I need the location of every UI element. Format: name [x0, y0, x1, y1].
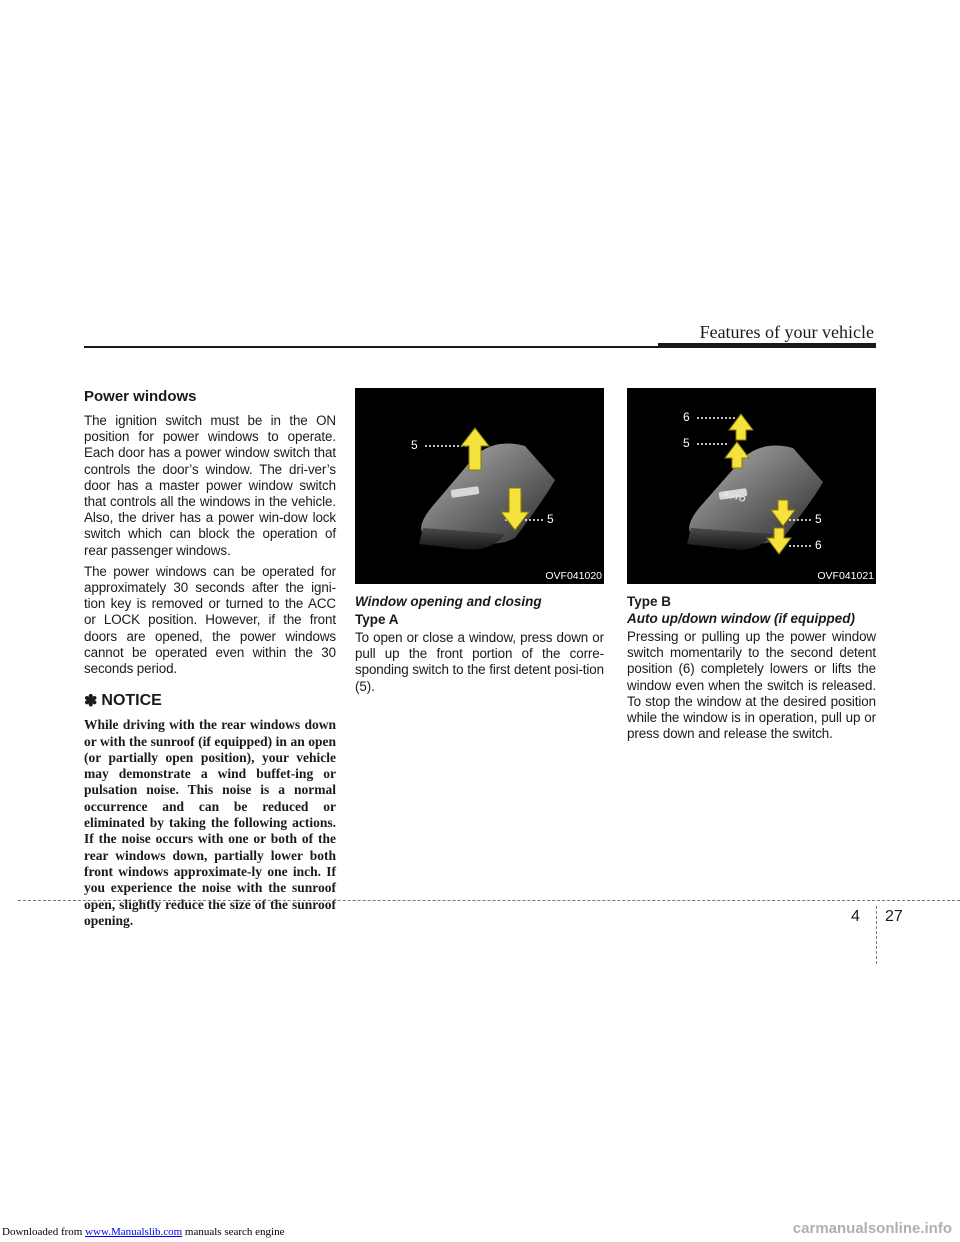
figure-code: OVF041021 — [817, 570, 874, 582]
notice-heading — [84, 691, 336, 711]
type-label-b: Type B — [627, 594, 672, 609]
window-switch-illustration-a — [355, 388, 604, 584]
download-line — [2, 1226, 284, 1238]
callout-up1-label: 5 — [683, 436, 690, 450]
callout-up-label: 5 — [411, 438, 418, 452]
chapter-number: 4 — [851, 908, 860, 925]
column-type-a — [355, 388, 604, 695]
download-suffix: manuals search engine — [182, 1226, 285, 1238]
window-switch-illustration-b — [627, 388, 876, 584]
callout-down-label: 5 — [547, 512, 554, 526]
figure-type-b — [627, 388, 876, 588]
manualslib-link[interactable]: www.Manualslib.com — [85, 1226, 183, 1238]
subheading-opening-closing: Window opening and closing — [355, 594, 542, 609]
column-power-windows — [84, 388, 336, 929]
header-title: Features of your vehicle — [699, 322, 874, 342]
paragraph-timing: The power windows can be operated for approximately 30 seconds after the igni-tion key is removed or turned to the ACC or LOCK position. However, if the front doors are opened, the power windows cannot be operated even within the 30 seconds period. — [84, 563, 336, 677]
column-type-b — [627, 388, 876, 742]
notice-label: NOTICE — [101, 692, 162, 710]
figure-image-type-a — [355, 388, 604, 584]
arrow-up-second-detent-icon — [729, 414, 753, 440]
footer-dashed-divider — [876, 906, 877, 964]
download-prefix: Downloaded from — [2, 1226, 83, 1238]
paragraph-type-a: To open or close a window, press down or pull up the front portion of the corre-sponding switch to the first detent posi-tion (5). — [355, 630, 604, 694]
page-number: 27 — [885, 908, 903, 925]
callout-up2-label: 6 — [683, 410, 690, 424]
callout-down1-label: 5 — [815, 512, 822, 526]
paragraph-intro: The ignition switch must be in the ON position for power windows to operate. Each door has a power window switch that controls the door’s window. The dri-ver’s door has a master power window switch that controls all the windows in the vehicle. Also, the driver has a power win-dow lock switch which can block the operation of rear passenger windows. — [84, 413, 336, 558]
figure-code: OVF041020 — [545, 570, 602, 582]
watermark: carmanualsonline.info — [792, 1220, 952, 1237]
subheading-auto-updown: Auto up/down window (if equipped) — [627, 611, 855, 626]
callout-down2-label: 6 — [815, 538, 822, 552]
notice-icon: ✽ — [84, 693, 98, 711]
footer-dashed-rule — [18, 900, 960, 901]
auto-switch-label: AUTO — [722, 488, 747, 505]
figure-image-type-b — [627, 388, 876, 584]
paragraph-type-b: Pressing or pulling up the power window switch momentarily to the second detent position (6) completely lowers or lifts the window even when the switch is released. To stop the window at the desired position while the window is in operation, pull up or press down and release the switch. — [627, 629, 876, 742]
figure-type-a — [355, 388, 604, 588]
type-label-a: Type A — [355, 612, 399, 627]
notice-text: While driving with the rear windows down or with the sunroof (if equipped) in an open (or partially open position), your vehicle may demonstrate a wind buffet-ing or pulsation noise. This noise is a normal occurrence and can be reduced or eliminated by taking the following actions. If the noise occurs with one or both of the rear windows down, partially lower both front windows approximate-ly one inch. If you experience the noise with the sunroof open, slightly reduce the size of the sunroof opening. — [84, 717, 336, 928]
header-rule-accent — [658, 343, 876, 348]
section-heading: Power windows — [84, 388, 197, 405]
